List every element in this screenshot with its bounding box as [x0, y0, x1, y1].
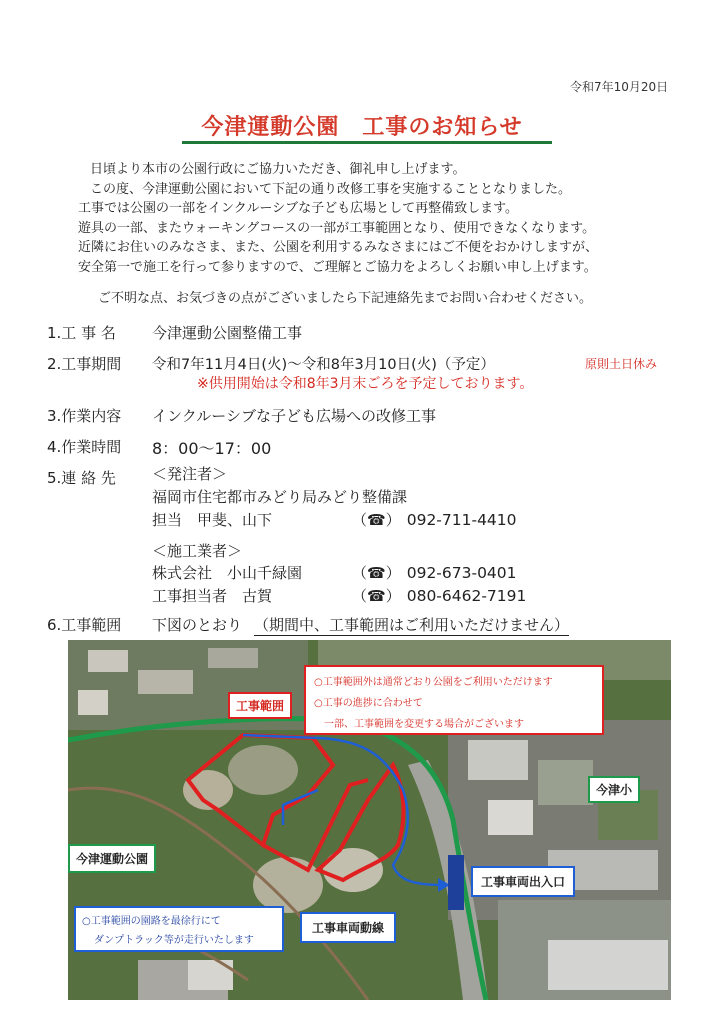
intro-line: 日頃より本市の公園行政にご協力いただき、御礼申し上げます。 — [90, 162, 466, 177]
intro-paragraph — [70, 160, 690, 277]
contractor-name: 株式会社 小山千緑園 — [152, 564, 303, 582]
map-notice-line: ○工事範囲外は通常どおり公園をご利用いただけます — [314, 677, 553, 688]
orderer-name: 福岡市住宅都市みどり局みどり整備課 — [152, 488, 408, 506]
contractor-tel: （☎） 092-673-0401 — [352, 564, 517, 582]
page-title: 今津運動公園 工事のお知らせ — [201, 115, 523, 140]
item-range-note: （期間中、工事範囲はご利用いただけません） — [254, 616, 570, 634]
item-period-value: 令和7年11月4日(火)～令和8年3月10日(火)（予定） — [152, 357, 495, 373]
item-hours-label: 4.作業時間 — [47, 438, 122, 456]
map-label-entrance: 工事車両出入口 — [471, 866, 575, 897]
item-contact-label: 5.連 絡 先 — [47, 469, 116, 487]
map-label-park: 今津運動公園 — [68, 844, 156, 873]
item-name-value: 今津運動公園整備工事 — [152, 324, 303, 342]
map-notice-top — [304, 665, 604, 735]
site-map — [68, 640, 671, 1000]
contractor-heading: ＜施工業者＞ — [152, 542, 243, 560]
contractor-person: 工事担当者 古賀 — [152, 587, 273, 605]
phone-icon: ☎ — [367, 564, 386, 582]
map-notice-line: 一部、工事範囲を変更する場合がございます — [324, 719, 524, 730]
map-label-route: 工事車両動線 — [300, 912, 396, 943]
intro-line: 安全第一で施工を行って参りますので、ご理解とご協力をよろしくお願い申し上げます。 — [78, 259, 597, 275]
item-range-value: 下図のとおり — [152, 616, 243, 634]
holiday-note: 原則土日休み — [585, 357, 658, 371]
item-content-value: インクルーシブな子ども広場への改修工事 — [152, 407, 436, 425]
phone-icon: ☎ — [367, 511, 386, 529]
map-notice-bottom — [74, 906, 284, 952]
intro-line: 遊具の一部、またウォーキングコースの一部が工事範囲となり、使用できなくなります。 — [78, 220, 596, 236]
orderer-person: 担当 甲斐、山下 — [152, 511, 273, 529]
contact-note: ご不明な点、お気づきの点がございましたら下記連絡先までお問い合わせください。 — [98, 291, 593, 306]
document-date: 令和7年10月20日 — [570, 80, 669, 94]
intro-line: この度、今津運動公園において下記の通り改修工事を実施することとなりました。 — [90, 181, 572, 197]
orderer-tel: （☎） 092-711-4410 — [352, 511, 517, 529]
map-label-school: 今津小 — [588, 776, 640, 803]
intro-line: 近隣にお住いのみなさま、また、公園を利用するみなさまにはご不便をおかけしますが、 — [78, 240, 599, 255]
title-underline — [182, 141, 552, 144]
item-name-label: 1.工 事 名 — [47, 324, 116, 342]
item-period-label: 2.工事期間 — [47, 355, 122, 373]
opening-note: ※供用開始は令和8年3月末ごろを予定しております。 — [197, 376, 534, 392]
item-range-label: 6.工事範囲 — [47, 616, 122, 634]
map-notice-line: ダンプトラック等が走行いたします — [94, 935, 254, 946]
contractor-tel2: （☎） 080-6462-7191 — [352, 587, 527, 605]
orderer-heading: ＜発注者＞ — [152, 465, 228, 483]
map-notice-line: ○工事の進捗に合わせて — [314, 698, 423, 709]
item-content-label: 3.作業内容 — [47, 407, 122, 425]
map-label-range: 工事範囲 — [228, 692, 292, 719]
phone-icon: ☎ — [367, 587, 386, 605]
intro-line: 工事では公園の一部をインクルーシブな子ども広場として再整備致します。 — [78, 201, 519, 216]
item-hours-value: 8：00～17：00 — [152, 439, 272, 458]
map-notice-line: ○工事範囲の園路を最徐行にて — [82, 916, 221, 927]
